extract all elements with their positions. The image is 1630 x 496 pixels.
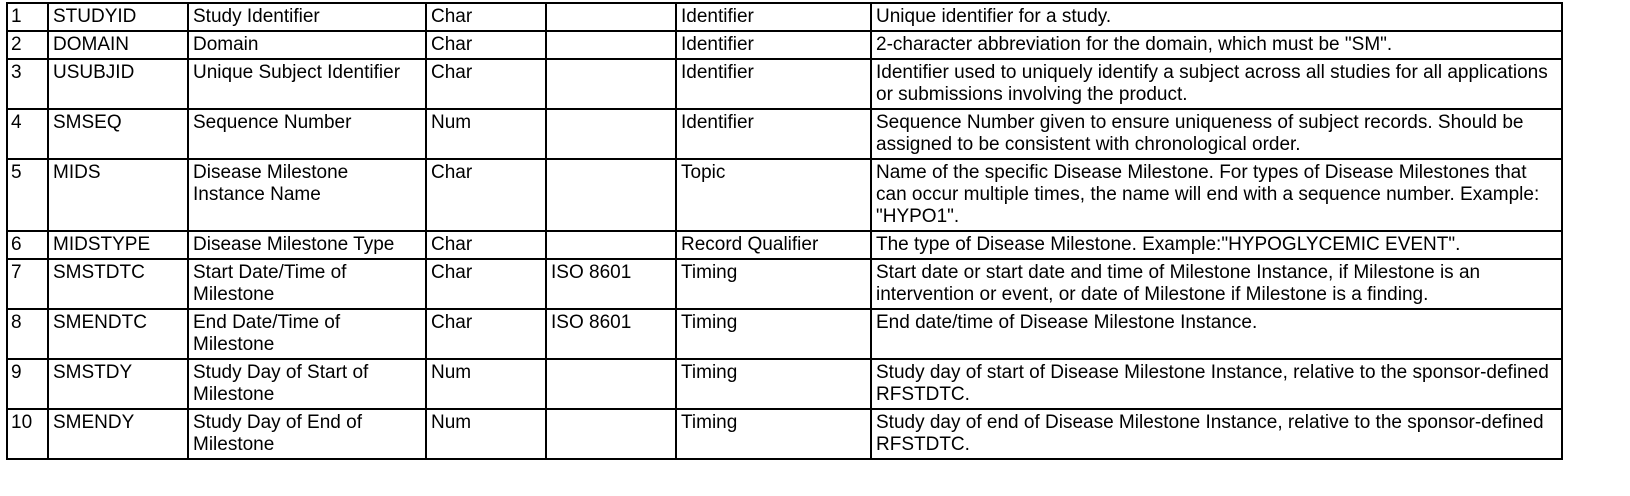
format-cell: ISO 8601 xyxy=(546,259,676,309)
role-cell: Identifier xyxy=(676,59,871,109)
seq-cell: 1 xyxy=(7,3,48,31)
variable-name-cell: SMSTDY xyxy=(48,359,188,409)
notes-cell: Study day of start of Disease Milestone Instance, relative to the sponsor-defined RFSTDTC. xyxy=(871,359,1562,409)
role-cell: Topic xyxy=(676,159,871,231)
seq-cell: 10 xyxy=(7,409,48,459)
role-cell: Timing xyxy=(676,359,871,409)
format-cell xyxy=(546,109,676,159)
variable-name-cell: MIDSTYPE xyxy=(48,231,188,259)
type-cell: Char xyxy=(426,59,546,109)
variable-label-cell: Study Day of Start of Milestone xyxy=(188,359,426,409)
variable-spec-table xyxy=(6,2,1563,460)
table-row xyxy=(7,109,1562,159)
format-cell xyxy=(546,159,676,231)
variable-label-cell: Study Identifier xyxy=(188,3,426,31)
format-cell xyxy=(546,359,676,409)
variable-name-cell: SMSTDTC xyxy=(48,259,188,309)
variable-label-cell: Disease Milestone Instance Name xyxy=(188,159,426,231)
variable-name-cell: DOMAIN xyxy=(48,31,188,59)
notes-cell: Start date or start date and time of Milestone Instance, if Milestone is an intervention or event, or date of Milestone if Milestone is a finding. xyxy=(871,259,1562,309)
format-cell xyxy=(546,3,676,31)
variable-label-cell: Unique Subject Identifier xyxy=(188,59,426,109)
seq-cell: 6 xyxy=(7,231,48,259)
table-row xyxy=(7,309,1562,359)
variable-name-cell: STUDYID xyxy=(48,3,188,31)
variable-name-cell: SMENDY xyxy=(48,409,188,459)
variable-label-cell: End Date/Time of Milestone xyxy=(188,309,426,359)
notes-cell: Study day of end of Disease Milestone Instance, relative to the sponsor-defined RFSTDTC. xyxy=(871,409,1562,459)
role-cell: Timing xyxy=(676,309,871,359)
type-cell: Num xyxy=(426,109,546,159)
type-cell: Num xyxy=(426,409,546,459)
seq-cell: 2 xyxy=(7,31,48,59)
variable-name-cell: SMENDTC xyxy=(48,309,188,359)
notes-cell: 2-character abbreviation for the domain, which must be "SM". xyxy=(871,31,1562,59)
format-cell xyxy=(546,409,676,459)
seq-cell: 9 xyxy=(7,359,48,409)
variable-label-cell: Domain xyxy=(188,31,426,59)
format-cell: ISO 8601 xyxy=(546,309,676,359)
seq-cell: 5 xyxy=(7,159,48,231)
role-cell: Identifier xyxy=(676,31,871,59)
notes-cell: Identifier used to uniquely identify a subject across all studies for all applications or submissions involving the product. xyxy=(871,59,1562,109)
type-cell: Char xyxy=(426,159,546,231)
table-row xyxy=(7,359,1562,409)
type-cell: Char xyxy=(426,231,546,259)
table-row xyxy=(7,59,1562,109)
variable-label-cell: Start Date/Time of Milestone xyxy=(188,259,426,309)
role-cell: Timing xyxy=(676,409,871,459)
format-cell xyxy=(546,31,676,59)
type-cell: Char xyxy=(426,3,546,31)
notes-cell: Unique identifier for a study. xyxy=(871,3,1562,31)
table-row xyxy=(7,3,1562,31)
role-cell: Timing xyxy=(676,259,871,309)
seq-cell: 3 xyxy=(7,59,48,109)
type-cell: Char xyxy=(426,31,546,59)
type-cell: Num xyxy=(426,359,546,409)
role-cell: Identifier xyxy=(676,109,871,159)
type-cell: Char xyxy=(426,259,546,309)
table-row xyxy=(7,31,1562,59)
variable-label-cell: Study Day of End of Milestone xyxy=(188,409,426,459)
table-row xyxy=(7,231,1562,259)
notes-cell: Sequence Number given to ensure uniqueness of subject records. Should be assigned to be consistent with chronological order. xyxy=(871,109,1562,159)
table-row xyxy=(7,409,1562,459)
table-row xyxy=(7,259,1562,309)
seq-cell: 8 xyxy=(7,309,48,359)
variable-name-cell: USUBJID xyxy=(48,59,188,109)
variable-name-cell: SMSEQ xyxy=(48,109,188,159)
role-cell: Record Qualifier xyxy=(676,231,871,259)
seq-cell: 4 xyxy=(7,109,48,159)
table-row xyxy=(7,159,1562,231)
format-cell xyxy=(546,231,676,259)
notes-cell: Name of the specific Disease Milestone. For types of Disease Milestones that can occur multiple times, the name will end with a sequence number. Example: "HYPO1". xyxy=(871,159,1562,231)
type-cell: Char xyxy=(426,309,546,359)
variable-label-cell: Disease Milestone Type xyxy=(188,231,426,259)
variable-name-cell: MIDS xyxy=(48,159,188,231)
notes-cell: End date/time of Disease Milestone Instance. xyxy=(871,309,1562,359)
notes-cell: The type of Disease Milestone. Example:"HYPOGLYCEMIC EVENT". xyxy=(871,231,1562,259)
variable-label-cell: Sequence Number xyxy=(188,109,426,159)
format-cell xyxy=(546,59,676,109)
role-cell: Identifier xyxy=(676,3,871,31)
seq-cell: 7 xyxy=(7,259,48,309)
